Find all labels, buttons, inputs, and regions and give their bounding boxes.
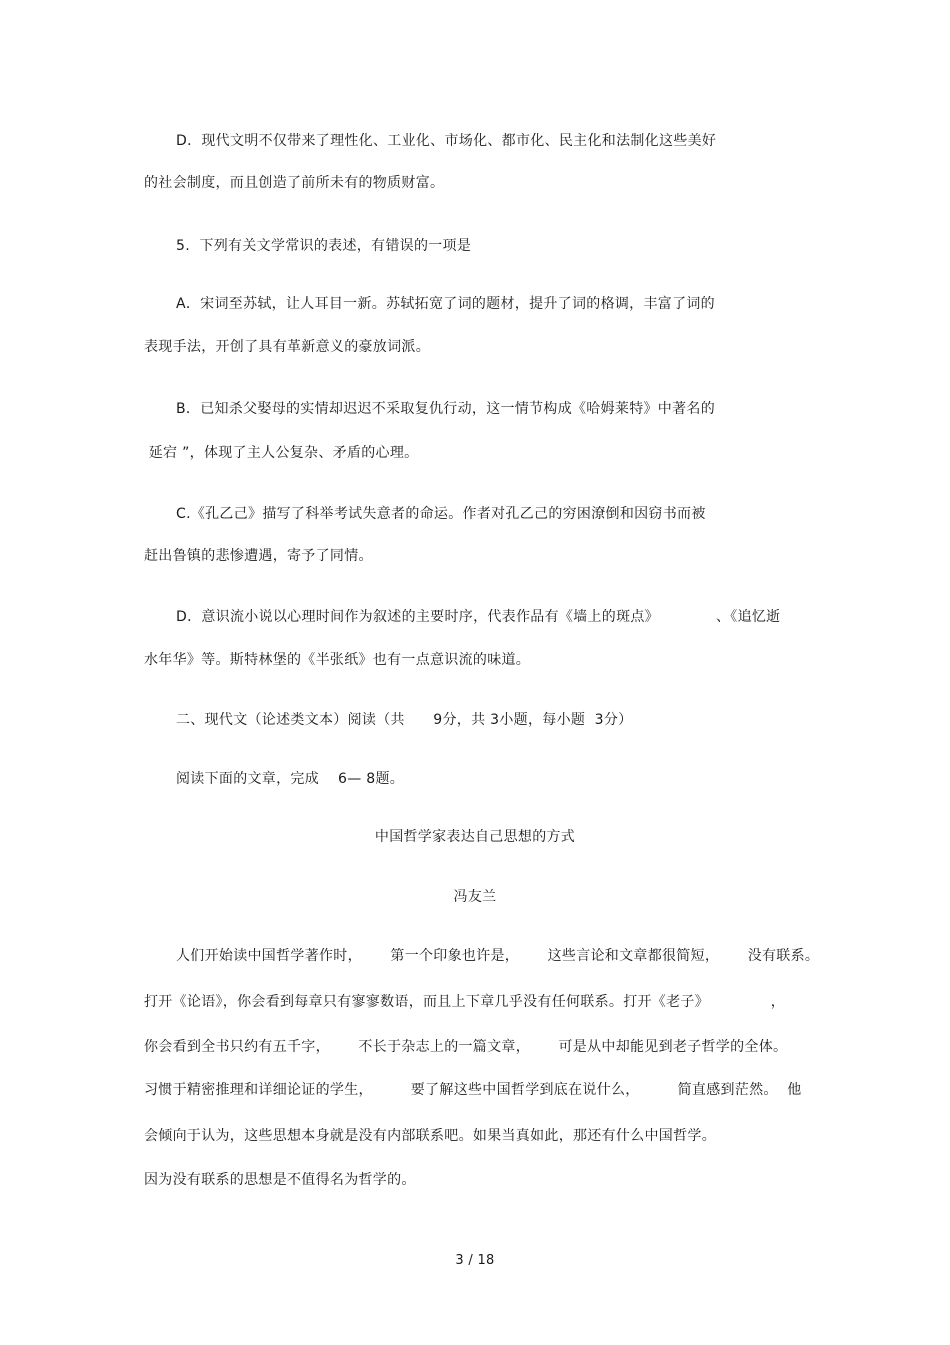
option-d-line-2: 的社会制度，而且创造了前所未有的物质财富。	[144, 175, 445, 191]
option-a-line-1: A．宋词至苏轼，让人耳目一新。苏轼拓宽了词的题材，提升了词的格调，丰富了词的	[176, 296, 715, 312]
paragraph-line-3: 你会看到全书只约有五千字， 不长于杂志上的一篇文章， 可是从中却能见到老子哲学的全体。	[144, 1039, 788, 1055]
paragraph-line-5: 会倾向于认为，这些思想本身就是没有内部联系吧。如果当真如此，那还有什么中国哲学。	[144, 1128, 716, 1144]
paragraph-line-4: 习惯于精密推理和详细论证的学生， 要了解这些中国哲学到底在说什么， 简直感到茫然。 他	[144, 1082, 802, 1098]
page-number: 3 / 18	[455, 1253, 495, 1268]
option-c-line-2: 赶出鲁镇的悲惨遭遇，寄予了同情。	[144, 548, 373, 564]
option-b-line-2: 延宕 ”，体现了主人公复杂、矛盾的心理。	[144, 445, 419, 461]
option-b-line-1: B．已知杀父娶母的实情却迟迟不采取复仇行动，这一情节构成《哈姆莱特》中著名的	[176, 401, 716, 417]
article-title: 中国哲学家表达自己思想的方式	[374, 829, 576, 845]
reading-instruction: 阅读下面的文章，完成 6— 8题。	[176, 771, 405, 787]
paragraph-line-2: 打开《论语》，你会看到每章只有寥寥数语，而且上下章几乎没有任何联系。打开《老子》 ，	[144, 994, 786, 1010]
paragraph-line-6: 因为没有联系的思想是不值得名为哲学的。	[144, 1172, 416, 1188]
option-d2-line-1: D．意识流小说以心理时间作为叙述的主要时序，代表作品有《墙上的斑点》 、《追忆逝	[176, 609, 781, 625]
section-heading: 二、现代文（论述类文本）阅读（共 9分，共 3小题，每小题 3分）	[176, 712, 633, 728]
option-d2-line-2: 水年华》等。斯特林堡的《半张纸》也有一点意识流的味道。	[144, 652, 531, 668]
option-a-line-2: 表现手法，开创了具有革新意义的豪放词派。	[144, 339, 430, 355]
option-c-line-1: C.《孔乙己》描写了科举考试失意者的命运。作者对孔乙己的穷困潦倒和因窃书而被	[176, 506, 706, 522]
paragraph-line-1: 人们开始读中国哲学著作时， 第一个印象也许是， 这些言论和文章都很简短， 没有联系。	[176, 948, 820, 964]
question-5-stem: 5. 下列有关文学常识的表述，有错误的一项是	[176, 238, 472, 254]
option-d-line-1: D．现代文明不仅带来了理性化、工业化、市场化、都市化、民主化和法制化这些美好	[176, 133, 717, 149]
article-author: 冯友兰	[453, 889, 497, 905]
